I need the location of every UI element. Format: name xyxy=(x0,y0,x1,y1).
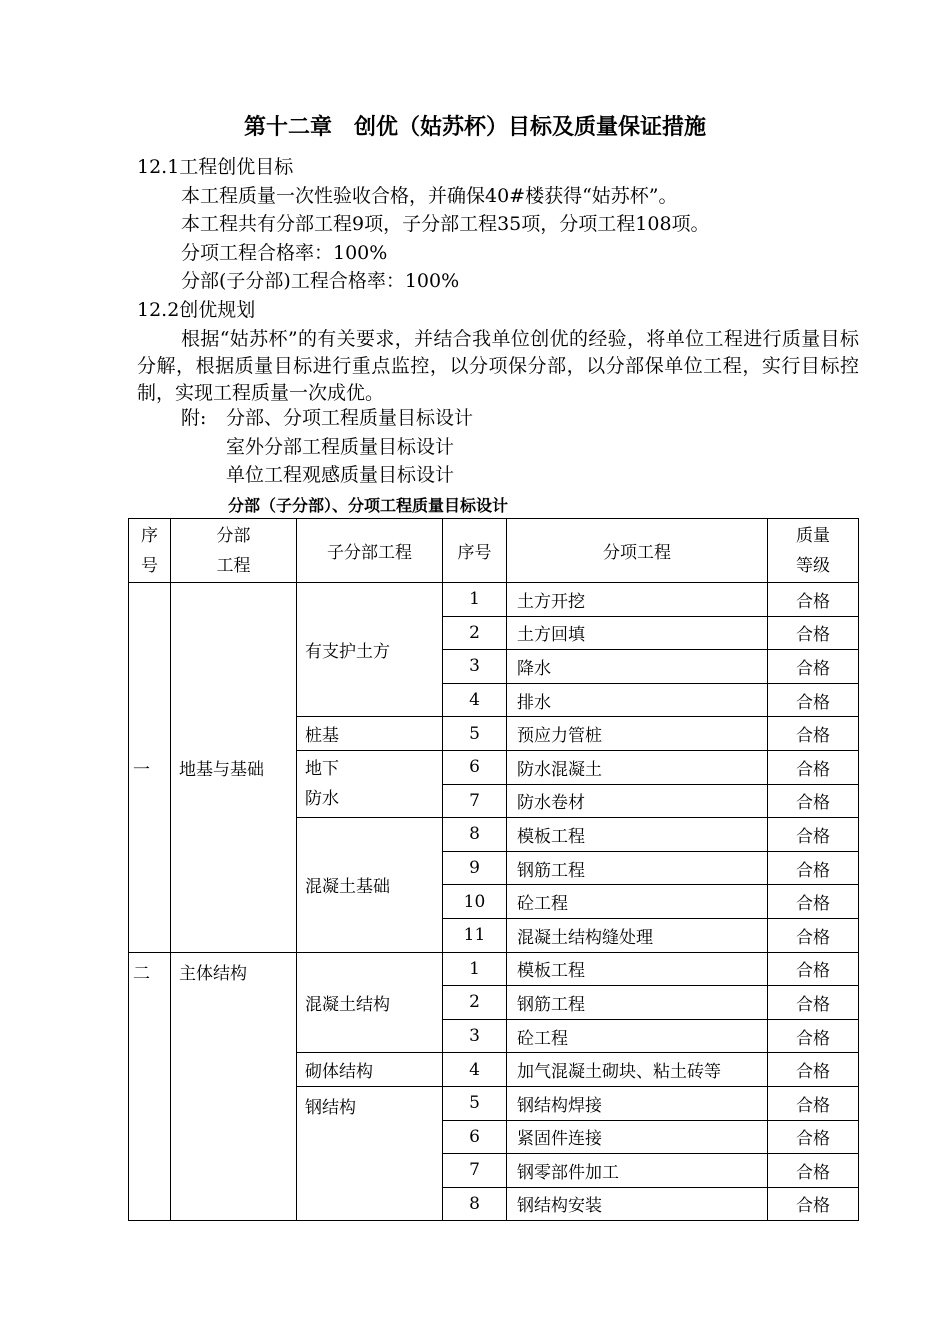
item-no-cell: 3 xyxy=(443,1019,507,1053)
item-no-cell: 5 xyxy=(443,717,507,751)
quality-target-table xyxy=(128,518,859,1221)
quality-grade-cell: 合格 xyxy=(768,952,859,986)
item-name-cell: 砼工程 xyxy=(507,885,768,919)
item-name-cell: 钢零部件加工 xyxy=(507,1154,768,1188)
quality-grade-cell: 合格 xyxy=(768,583,859,617)
subdivision-cell: 混凝土结构 xyxy=(297,952,443,1053)
attachment-item: 分部、分项工程质量目标设计 xyxy=(226,407,474,429)
item-name-cell: 钢结构安装 xyxy=(507,1187,768,1221)
division-name-cell: 主体结构 xyxy=(171,952,297,1221)
goal-line-4: 分部(子分部)工程合格率：100% xyxy=(181,270,460,292)
header-item: 分项工程 xyxy=(507,519,768,583)
table-row xyxy=(129,583,859,617)
section-heading-2: 12.2创优规划 xyxy=(137,299,256,321)
quality-grade-cell: 合格 xyxy=(768,1019,859,1053)
subdivision-cell: 地下防水 xyxy=(297,750,443,817)
quality-grade-cell: 合格 xyxy=(768,616,859,650)
item-name-cell: 防水混凝土 xyxy=(507,750,768,784)
item-name-cell: 模板工程 xyxy=(507,952,768,986)
division-seq-cell: 一 xyxy=(129,583,171,953)
item-no-cell: 6 xyxy=(443,750,507,784)
quality-grade-cell: 合格 xyxy=(768,1086,859,1120)
division-seq-cell: 二 xyxy=(129,952,171,1221)
item-no-cell: 5 xyxy=(443,1086,507,1120)
quality-grade-cell: 合格 xyxy=(768,750,859,784)
header-subdivision: 子分部工程 xyxy=(297,519,443,583)
quality-grade-cell: 合格 xyxy=(768,918,859,952)
item-no-cell: 4 xyxy=(443,1053,507,1087)
quality-grade-cell: 合格 xyxy=(768,885,859,919)
item-name-cell: 钢筋工程 xyxy=(507,986,768,1020)
item-no-cell: 3 xyxy=(443,650,507,684)
item-no-cell: 7 xyxy=(443,784,507,818)
item-name-cell: 防水卷材 xyxy=(507,784,768,818)
page-title: 第十二章 创优（姑苏杯）目标及质量保证措施 xyxy=(243,115,706,140)
header-grade: 质量等级 xyxy=(768,519,859,583)
item-name-cell: 土方开挖 xyxy=(507,583,768,617)
division-name-cell: 地基与基础 xyxy=(171,583,297,953)
subdivision-cell: 混凝土基础 xyxy=(297,818,443,952)
item-name-cell: 砼工程 xyxy=(507,1019,768,1053)
item-name-cell: 混凝土结构缝处理 xyxy=(507,918,768,952)
planning-paragraph: 根据“姑苏杯”的有关要求，并结合我单位创优的经验，将单位工程进行质量目标分解，根据质量目标进行重点监控，以分项保分部，以分部保单位工程，实行目标控制，实现工程质量一次成优。 xyxy=(137,328,859,404)
item-name-cell: 排水 xyxy=(507,683,768,717)
item-no-cell: 11 xyxy=(443,918,507,952)
quality-grade-cell: 合格 xyxy=(768,851,859,885)
item-no-cell: 4 xyxy=(443,683,507,717)
item-name-cell: 加气混凝土砌块、粘土砖等 xyxy=(507,1053,768,1087)
item-name-cell: 钢筋工程 xyxy=(507,851,768,885)
goal-line-2: 本工程共有分部工程9项，子分部工程35项，分项工程108项。 xyxy=(181,213,710,235)
quality-grade-cell: 合格 xyxy=(768,1053,859,1087)
item-name-cell: 土方回填 xyxy=(507,616,768,650)
quality-grade-cell: 合格 xyxy=(768,683,859,717)
item-no-cell: 10 xyxy=(443,885,507,919)
item-no-cell: 1 xyxy=(443,952,507,986)
attachment-item: 单位工程观感质量目标设计 xyxy=(226,464,455,486)
item-no-cell: 6 xyxy=(443,1120,507,1154)
quality-grade-cell: 合格 xyxy=(768,818,859,852)
quality-grade-cell: 合格 xyxy=(768,784,859,818)
quality-grade-cell: 合格 xyxy=(768,1120,859,1154)
quality-grade-cell: 合格 xyxy=(768,717,859,751)
goal-line-3: 分项工程合格率：100% xyxy=(181,242,388,264)
item-name-cell: 预应力管桩 xyxy=(507,717,768,751)
subdivision-cell: 砌体结构 xyxy=(297,1053,443,1087)
item-name-cell: 钢结构焊接 xyxy=(507,1086,768,1120)
header-seq: 序号 xyxy=(129,519,171,583)
table-title: 分部（子分部）、分项工程质量目标设计 xyxy=(228,496,509,515)
quality-grade-cell: 合格 xyxy=(768,650,859,684)
attachment-label: 附: xyxy=(181,407,207,429)
attachment-item: 室外分部工程质量目标设计 xyxy=(226,436,455,458)
header-no: 序号 xyxy=(443,519,507,583)
section-heading-1: 12.1工程创优目标 xyxy=(137,156,294,178)
item-no-cell: 8 xyxy=(443,818,507,852)
header-division: 分部工程 xyxy=(171,519,297,583)
goal-line-1: 本工程质量一次性验收合格，并确保40#楼获得“姑苏杯”。 xyxy=(181,185,678,207)
item-name-cell: 紧固件连接 xyxy=(507,1120,768,1154)
item-no-cell: 7 xyxy=(443,1154,507,1188)
item-no-cell: 1 xyxy=(443,583,507,617)
table-row xyxy=(129,952,859,986)
item-no-cell: 2 xyxy=(443,616,507,650)
item-name-cell: 降水 xyxy=(507,650,768,684)
subdivision-cell: 钢结构 xyxy=(297,1086,443,1220)
item-no-cell: 8 xyxy=(443,1187,507,1221)
item-name-cell: 模板工程 xyxy=(507,818,768,852)
quality-grade-cell: 合格 xyxy=(768,1154,859,1188)
subdivision-cell: 桩基 xyxy=(297,717,443,751)
quality-grade-cell: 合格 xyxy=(768,986,859,1020)
subdivision-cell: 有支护土方 xyxy=(297,583,443,717)
item-no-cell: 2 xyxy=(443,986,507,1020)
quality-grade-cell: 合格 xyxy=(768,1187,859,1221)
table-header-row xyxy=(129,519,859,583)
item-no-cell: 9 xyxy=(443,851,507,885)
